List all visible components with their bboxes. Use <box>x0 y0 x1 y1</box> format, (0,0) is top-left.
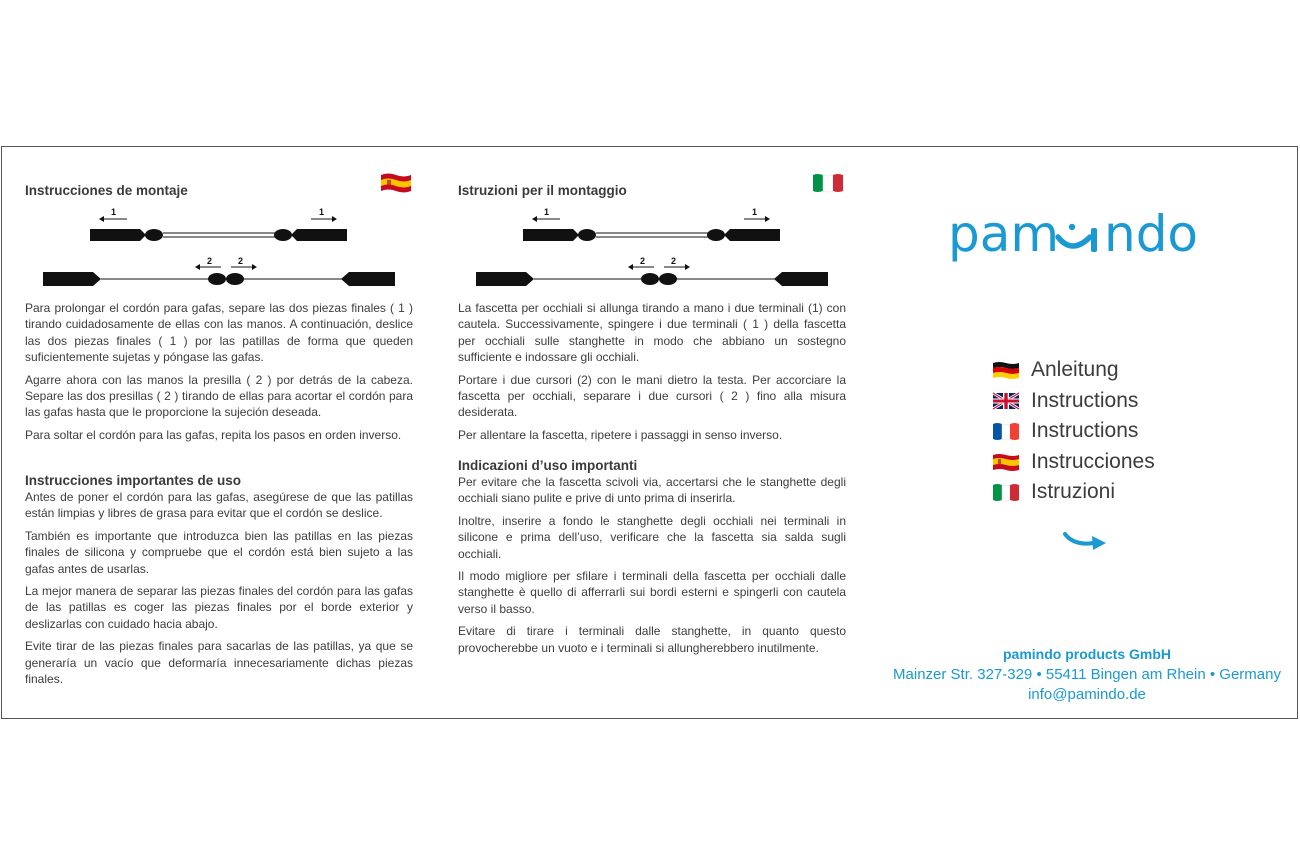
italian-assembly-text <box>458 300 846 449</box>
paragraph: Antes de poner el cordón para las gafas, asegúrese de que las patillas están limpias y libres de grasa para evitar que el cordón se deslice. <box>25 490 413 521</box>
svg-text:1: 1 <box>544 207 550 217</box>
spanish-usage-section <box>25 473 413 693</box>
italian-assembly-diagram <box>458 201 838 296</box>
svg-text:pam: pam <box>948 205 1060 263</box>
language-list <box>992 355 1155 508</box>
svg-text:ndo: ndo <box>1104 205 1199 263</box>
cord-extended <box>90 216 347 241</box>
paragraph: Portare i due cursori (2) con le mani dietro la testa. Per accorciare la fascetta per occhiali, separare i due cursori ( 2 ) fino alla misura desiderata. <box>458 372 846 420</box>
language-label: Instrucciones <box>1031 449 1155 473</box>
paragraph: Agarre ahora con las manos la presilla ( 2 ) por detrás de la cabeza. Separe las dos presillas ( 2 ) tirando de ellas para acortar el cordón para las gafas hasta que le proporcione la sujeción deseada. <box>25 372 413 420</box>
france-flag-icon <box>992 421 1020 441</box>
paragraph: La fascetta per occhiali si allunga tirando a mano i due terminali (1) con cautela. Successivamente, spingere i due terminali ( 1 ) della fascetta per occhiali sulle stanghette in modo che abbiano un sostegno sufficiente e indossare gli occhiali. <box>458 301 846 365</box>
svg-text:1: 1 <box>111 207 117 217</box>
svg-text:2: 2 <box>671 256 677 266</box>
paragraph: También es importante que introduzca bien las patillas en las piezas finales de silicona y compruebe que el cordón está bien sujeto a las gafas antes de usarlas. <box>25 528 413 576</box>
paragraph: Evitare di tirare i terminali dalle stanghette, in quanto questo provocherebbe un vuoto e i terminali si allungherebbero inutilmente. <box>458 624 846 655</box>
language-label: Anleitung <box>1031 358 1119 382</box>
spanish-title: Instrucciones de montaje <box>25 183 188 198</box>
germany-flag-icon <box>992 360 1020 380</box>
spain-flag-icon <box>992 452 1020 472</box>
language-item-spanish <box>992 447 1155 478</box>
spanish-assembly-text <box>25 300 413 449</box>
svg-text:1: 1 <box>319 207 325 217</box>
language-item-english <box>992 386 1155 417</box>
paragraph: La mejor manera de separar las piezas finales del cordón para las gafas de las patillas es coger las piezas finales por el borde exterior y deslizarlas con cuidado hacia abajo. <box>25 584 413 631</box>
language-label: Instructions <box>1031 388 1139 412</box>
paragraph: Inoltre, inserire a fondo le stanghette degli occhiali nei terminali in silicone e prima dell’uso, verificare che la fascetta sia salda sugli occhiali. <box>458 513 846 561</box>
paragraph: Para soltar el cordón para las gafas, repita los pasos en orden inverso. <box>25 427 402 442</box>
language-item-french <box>992 416 1155 447</box>
company-name: pamindo products GmbH <box>1003 646 1171 662</box>
cord-extended <box>523 216 780 241</box>
svg-text:2: 2 <box>238 256 244 266</box>
language-label: Instructions <box>1031 419 1139 443</box>
company-info <box>882 644 1292 705</box>
italian-usage-section <box>458 458 846 662</box>
cord-adjusted <box>476 264 828 286</box>
italian-usage-title: Indicazioni d’uso importanti <box>458 458 638 473</box>
language-item-italian <box>992 477 1155 508</box>
company-email[interactable]: info@pamindo.de <box>1028 686 1146 703</box>
italy-flag-icon <box>811 171 845 195</box>
svg-text:2: 2 <box>640 256 646 266</box>
language-label: Istruzioni <box>1031 480 1116 504</box>
pamindo-logo <box>944 195 1229 275</box>
paragraph: Evite tirar de las piezas finales para sacarlas de las patillas, ya que se generaría un vacío que deformaría innecesariamente dichas piezas finales. <box>25 639 413 687</box>
italian-title: Istruzioni per il montaggio <box>458 183 627 198</box>
uk-flag-icon <box>992 391 1020 411</box>
language-item-german <box>992 355 1155 386</box>
instruction-sheet <box>1 146 1298 719</box>
paragraph: Para prolongar el cordón para gafas, separe las dos piezas finales ( 1 ) tirando cuidadosamente de ellas con las manos. A continuación, deslice las dos piezas finales ( 1 ) por las patillas de forma que queden suficientemente sujetas y póngase las gafas. <box>25 301 413 365</box>
svg-text:2: 2 <box>207 256 213 266</box>
spain-flag-icon <box>379 171 413 195</box>
svg-text:1: 1 <box>752 207 758 217</box>
italy-flag-icon <box>992 482 1020 502</box>
spanish-assembly-diagram <box>25 201 405 296</box>
paragraph: Il modo migliore per sfilare i terminali della fascetta per occhiali dalle stanghette è quello di afferrarli sui bordi esterni e spingerli con cautela verso il basso. <box>458 569 846 616</box>
curved-arrow-right-icon <box>1062 528 1108 554</box>
cord-adjusted <box>43 264 395 286</box>
spanish-usage-title: Instrucciones importantes de uso <box>25 473 242 488</box>
company-address: Mainzer Str. 327-329 • 55411 Bingen am Rhein • Germany <box>893 666 1281 683</box>
paragraph: Per allentare la fascetta, ripetere i passaggi in senso inverso. <box>458 427 783 442</box>
paragraph: Per evitare che la fascetta scivoli via, accertarsi che le stanghette degli occhiali siano pulite e prive di unto prima di inserirla. <box>458 475 846 506</box>
